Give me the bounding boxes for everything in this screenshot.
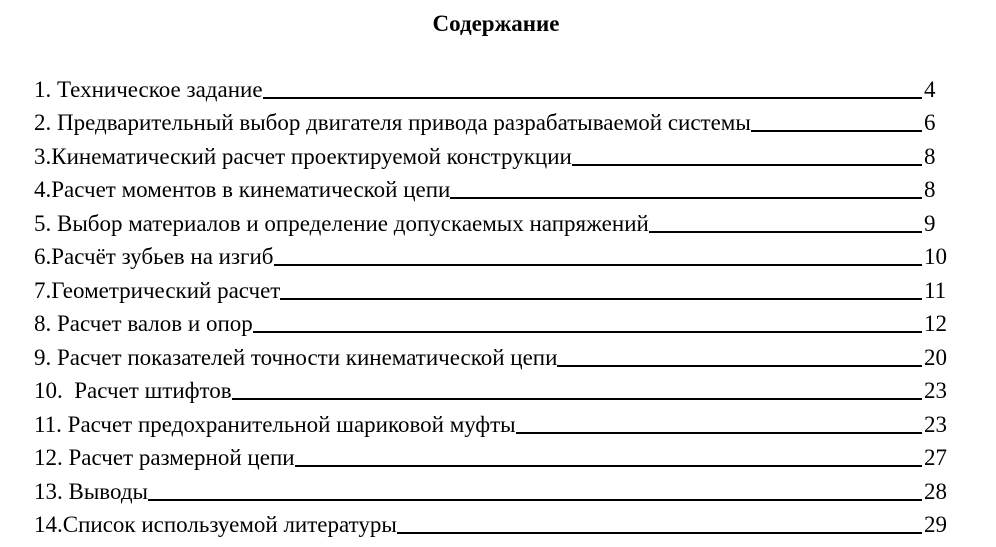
toc-entry-label: 11. Расчет предохранительной шариковой муфты [34,411,516,437]
toc-entry [34,171,954,205]
toc-page-number: 9 [924,210,936,236]
toc-leader-line [649,230,922,233]
toc-page-number: 8 [924,177,936,202]
toc-leader-line [516,431,922,434]
toc-entry [34,338,954,372]
toc-leader-line [450,196,922,199]
toc-leader-line [263,96,922,99]
toc-entry [34,305,954,339]
toc-page-number: 11 [924,277,947,303]
toc-page-number: 23 [924,411,947,437]
toc-entry-label: 14.Список используемой литературы [34,512,397,537]
toc-leader-line [572,163,922,166]
toc-entry-label: 6.Расчёт зубьев на изгиб [34,244,274,269]
toc-leader-line [280,297,922,300]
toc-page-number: 23 [924,378,947,403]
toc-entry-label: 5. Выбор материалов и определение допускаемых напряжений [34,210,649,236]
toc-entry [34,70,954,104]
toc-entry-label: 10. Расчет штифтов [34,378,232,403]
toc-leader-line [557,364,922,367]
toc-entry [34,238,954,272]
toc-entry-label: 3.Кинематический расчет проектируемой конструкции [34,143,572,169]
toc-page-number: 20 [924,344,947,370]
toc-leader-line [397,531,922,534]
toc-leader-line [232,397,922,400]
toc-entry [34,405,954,439]
toc-entry [34,506,954,540]
document-title: Содержание [432,11,560,36]
toc-entry-label: 13. Выводы [34,478,148,504]
toc-page-number: 12 [924,311,947,336]
toc-entry-label: 8. Расчет валов и опор [34,311,253,336]
toc-entry-label: 9. Расчет показателей точности кинематической цепи [34,344,558,370]
toc-entry-label: 1. Техническое задание [34,76,263,102]
toc-page-number: 27 [924,445,947,470]
toc-page-number: 8 [924,143,936,169]
toc-page-number: 28 [924,478,947,504]
toc-entry [34,137,954,171]
table-of-contents [34,70,954,539]
toc-leader-line [148,498,922,501]
toc-entry [34,204,954,238]
toc-entry-label: 12. Расчет размерной цепи [34,445,295,470]
toc-leader-line [751,129,922,132]
toc-entry [34,439,954,473]
toc-entry [34,104,954,138]
toc-leader-line [274,263,923,266]
toc-entry [34,372,954,406]
toc-entry-label: 4.Расчет моментов в кинематической цепи [34,177,451,202]
toc-entry [34,271,954,305]
toc-page-number: 29 [924,512,947,537]
toc-entry [34,472,954,506]
toc-entry-label: 2. Предварительный выбор двигателя привода разрабатываемой системы [34,110,751,135]
toc-leader-line [253,330,922,333]
toc-page-number: 10 [924,244,947,269]
toc-page-number: 4 [924,76,936,102]
toc-entry-label: 7.Геометрический расчет [34,277,281,303]
toc-leader-line [295,464,922,467]
toc-page-number: 6 [924,110,936,135]
